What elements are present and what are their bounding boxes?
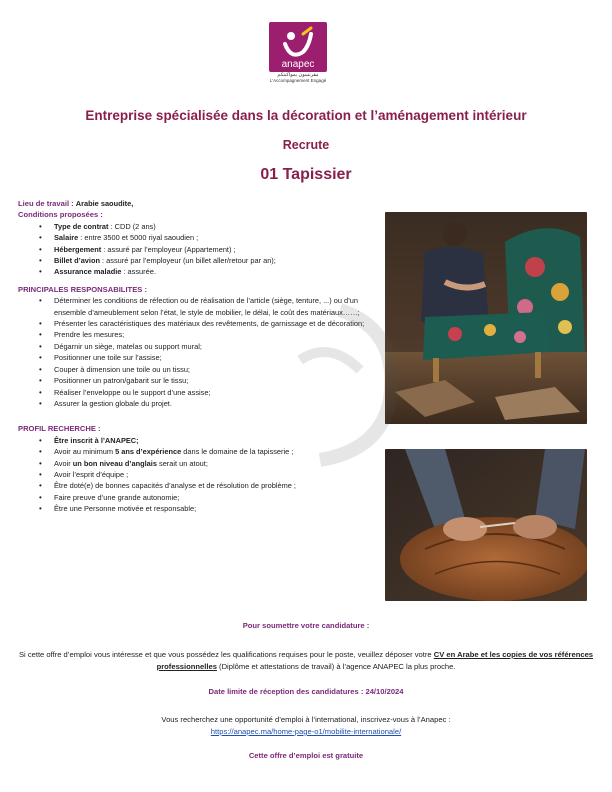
list-item [54, 446, 378, 457]
list-item [54, 255, 378, 266]
job-details [18, 198, 378, 515]
condition-value: : assuré par l’employeur (Appartement) ; [101, 244, 236, 254]
list-item: • Faire preuve d’une grande autonomie; [54, 492, 378, 503]
condition-label: Type de contrat [54, 221, 109, 231]
profile-title: PROFIL RECHERCHE : [18, 424, 101, 434]
list-item: • Déterminer les conditions de réfection ou de réalisation de l’article (siège, tenture, ...) ou d’un ensemble d’ameublement selon l’état, le style de mobilier, le délai, le coût des matériaux……; [54, 295, 372, 318]
responsibilities-list [18, 295, 378, 409]
responsibilities-title: PRINCIPALES RESPONSABILITES : [18, 284, 147, 294]
list-item [54, 266, 378, 277]
list-item: • Être doté(e) de bonnes capacités d’analyse et de résolution de problème ; [54, 480, 378, 491]
mobility-link[interactable]: https://anapec.ma/home-page-o1/mobilite-internationale/ [210, 727, 402, 736]
instructions-text-end: (Diplôme et attestations de travail) à l’agence ANAPEC la plus proche. [216, 662, 456, 671]
list-item [54, 435, 378, 446]
international-info [0, 714, 612, 738]
list-item: • Être une Personne motivée et responsable; [54, 503, 378, 514]
list-item: • Dégarnir un siège, matelas ou support mural; [54, 341, 372, 352]
list-item: • Réaliser l’enveloppe ou le support d’une assise; [54, 387, 372, 398]
instructions-text: Si cette offre d’emploi vous intéresse et que vous possédez les qualifications requises pour le poste, veuillez déposer votre [18, 650, 434, 659]
list-item [54, 458, 378, 469]
work-location [18, 198, 378, 209]
conditions-list [18, 221, 378, 278]
profile-item-emphasis: 5 ans d’expérience [115, 447, 182, 457]
list-item: • Prendre les mesures; [54, 329, 372, 340]
condition-label: Assurance maladie [54, 267, 122, 277]
list-item: • Présenter les caractéristiques des matériaux des revêtements, de garnissage et de décoration; [54, 318, 372, 329]
location-label: Lieu de travail : [18, 199, 74, 208]
deadline [0, 687, 612, 696]
submit-heading: Pour soumettre votre candidature : [242, 621, 370, 630]
condition-label: Salaire [54, 233, 79, 243]
profile-item-text: Avoir au minimum [54, 447, 116, 457]
profile-item-emphasis: un bon niveau d’anglais [72, 458, 157, 468]
list-item: • Assurer la gestion globale du projet. [54, 398, 372, 409]
list-item [54, 232, 378, 243]
condition-value: : assurée. [121, 267, 156, 277]
list-item [54, 244, 378, 255]
profile-item-text: dans le domaine de la tapisserie ; [181, 447, 294, 457]
logo-arabic: مقرنسون بمواكبتكم [277, 72, 319, 78]
profile-item-text: Être inscrit à l’ANAPEC; [54, 435, 139, 445]
deadline-date: 24/10/2024 [365, 687, 404, 696]
list-item: • Avoir l’esprit d’équipe ; [54, 469, 378, 480]
list-item: • Positionner un patron/gabarit sur le tissu; [54, 375, 372, 386]
condition-value: : CDD (2 ans) [108, 221, 156, 231]
upholsterer-photo [385, 212, 587, 424]
condition-value: : assuré par l’employeur (un billet aller/retour par an); [100, 256, 276, 266]
list-item: • Couper à dimension une toile ou un tissu; [54, 364, 372, 375]
condition-value: : entre 3500 et 5000 riyal saoudien ; [78, 233, 199, 243]
condition-label: Hébergement [54, 244, 102, 254]
profile-item-text: Avoir [54, 458, 73, 468]
free-offer-note: Cette offre d’emploi est gratuite [248, 751, 364, 760]
international-text: Vous recherchez une opportunité d’emploi à l’international, inscrivez-vous à l’Anapec : [161, 715, 451, 724]
profile-item-text: serait un atout; [156, 458, 208, 468]
condition-label: Billet d’avion [54, 256, 100, 266]
recrute-label: Recrute [282, 138, 330, 152]
deadline-label: Date limite de réception des candidatures : [208, 687, 366, 696]
conditions-title: Conditions proposées : [18, 210, 103, 220]
list-item: • Positionner une toile sur l’assise; [54, 352, 372, 363]
profile-list [18, 435, 378, 515]
logo-tagline: L'Accompagnement Engagé [269, 78, 327, 83]
location-value: Arabie saoudite, [75, 199, 134, 208]
leather-work-photo [385, 449, 587, 601]
required-documents: CV en Arabe et les copies de vos références professionnelles [156, 650, 594, 671]
logo-name: anapec [281, 59, 315, 70]
job-title: 01 Tapissier [260, 166, 352, 183]
list-item [54, 221, 378, 232]
submit-instructions [0, 649, 612, 673]
company-title: Entreprise spécialisée dans la décoration et l’aménagement intérieur [85, 108, 527, 123]
anapec-logo [263, 22, 333, 90]
